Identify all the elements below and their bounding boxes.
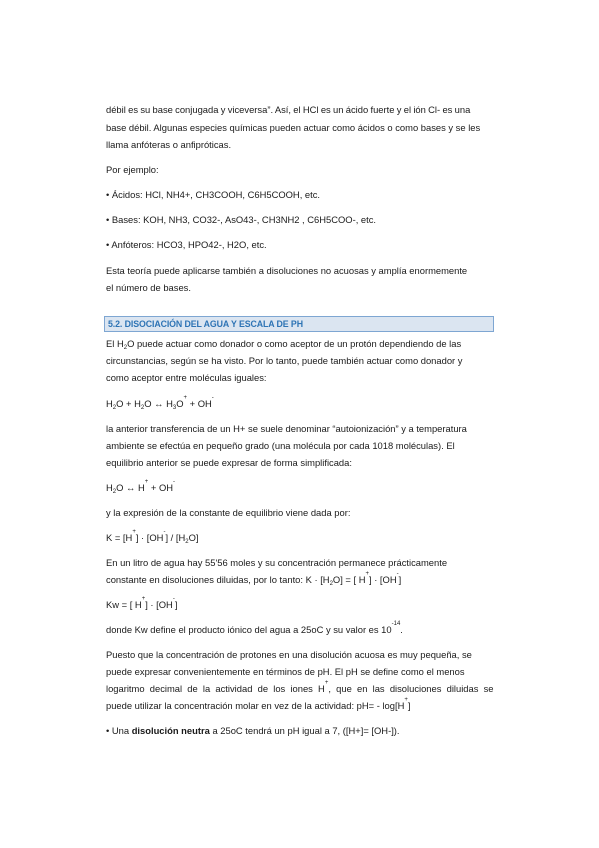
equation-autoionization: $H_2O + H_2O$ ↔ $H_3O^+ + OH^-$ (106, 395, 214, 411)
equation-k: $K = [H^+] \cdot [OH^-] / [H_2O]$ (106, 529, 199, 545)
agua-line-2: circunstancias, según se ha visto. Por lo tanto, puede también actuar como donador y (106, 355, 463, 366)
agua-line-3: como aceptor entre moléculas iguales: (106, 372, 267, 383)
protones-line-2: puede expresar convenientemente en términos de pH. El pH se define como el menos (106, 666, 465, 677)
bullet-neutra: • Una disolución neutra a 25oC tendrá un pH igual a 7, ([H+]= [OH-]). (106, 725, 400, 736)
bullet-bases: • Bases: KOH, NH3, CO32-, AsO43-, CH3NH2 , C6H5COO-, etc. (106, 214, 377, 225)
intro-line-1: débil es su base conjugada y viceversa”. Así, el HCl es un ácido fuerte y el ión Cl- es una (106, 104, 471, 115)
agua-line-1: El $H_2O$ puede actuar como donador o como aceptor de un protón dependiendo de las (106, 338, 462, 351)
bullet-anfoteros: • Anfóteros: HCO3, HPO42-, H2O, etc. (106, 239, 267, 250)
equation-simplified: $H_2O$ ↔ H+ + OH- (106, 479, 176, 495)
autoion-line-3: equilibrio anterior se puede expresar de forma simplificada: (106, 457, 352, 468)
litro-line-1: En un litro de agua hay 55'56 moles y su concentración permanece prácticamente (106, 557, 448, 568)
protones-line-4: puede utilizar la concentración molar en vez de la actividad: pH= - log[H+] (106, 697, 411, 711)
protones-line-3: logaritmo decimal de la actividad de los iones H+, que en las disoluciones diluidas se (106, 680, 494, 694)
teoria-line-2: el número de bases. (106, 282, 191, 293)
intro-line-3: llama anfóteras o anfipróticas. (106, 139, 232, 150)
protones-line-1: Puesto que la concentración de protones en una disolución acuosa es muy pequeña, se (106, 649, 472, 660)
intro-line-2: base débil. Algunas especies químicas pueden actuar como ácidos o como bases y se les (106, 122, 481, 133)
section-heading: 5.2. DISOCIACIÓN DEL AGUA Y ESCALA DE PH (108, 319, 303, 329)
section-heading-box (104, 316, 494, 332)
expresion-text: y la expresión de la constante de equilibrio viene dada por: (106, 507, 351, 518)
ejemplo-label: Por ejemplo: (106, 164, 159, 175)
equation-kw: Kw = [ H+] · [OH-] (106, 596, 178, 610)
autoion-line-1: la anterior transferencia de un H+ se suele denominar “autoionización” y a temperatura (106, 423, 467, 434)
teoria-line-1: Esta teoría puede aplicarse también a disoluciones no acuosas y amplía enormemente (106, 265, 468, 276)
bullet-acidos: • Ácidos: HCl, NH4+, CH3COOH, C6H5COOH, etc. (106, 189, 321, 200)
autoion-line-2: ambiente se efectúa en pequeño grado (una molécula por cada 1018 moléculas). El (106, 440, 455, 451)
kw-definition: donde Kw define el producto iónico del agua a 25oC y su valor es $10^{-14}$. (106, 621, 403, 635)
litro-line-2: constante en disoluciones diluidas, por lo tanto: $K \cdot [H_2O]$ = [ H+] · [OH-] (106, 571, 402, 587)
